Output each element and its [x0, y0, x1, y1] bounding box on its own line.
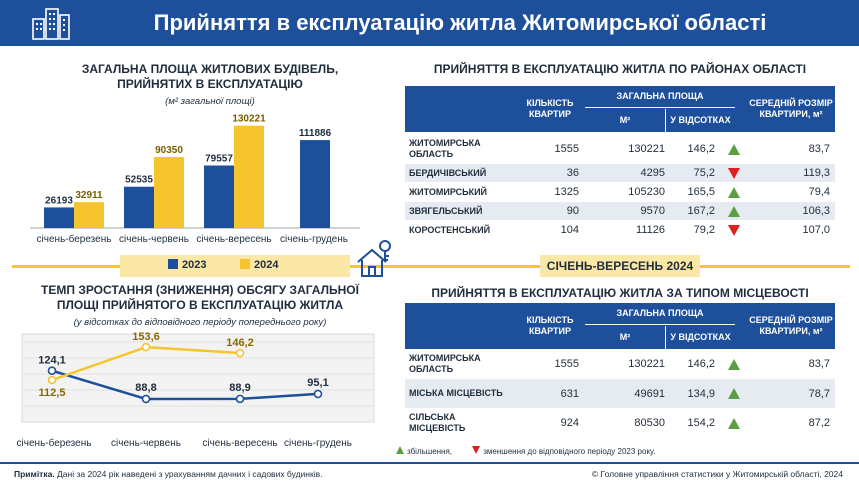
row-area: 11126	[636, 224, 665, 236]
line-point-2023-2	[143, 395, 150, 402]
legend-item-2023	[168, 259, 206, 271]
trend-up-icon	[727, 349, 741, 379]
triangle-down-icon	[728, 225, 740, 236]
header-m2: М²	[619, 115, 631, 125]
row-percent: 79,2	[693, 224, 715, 236]
table-row	[405, 408, 835, 438]
row-percent: 154,2	[687, 417, 715, 429]
legend-swatch-2023	[168, 259, 178, 269]
footer	[0, 462, 859, 486]
header-apartments: КІЛЬКІСТЬ КВАРТИР	[526, 98, 574, 119]
bar-2023-3	[204, 165, 234, 228]
line-point-2024-1	[49, 377, 56, 384]
row-percent: 146,2	[687, 358, 715, 370]
row-avg-size: 87,2	[808, 417, 830, 429]
row-name: ЖИТОМИРСЬКА ОБЛАСТЬ	[409, 138, 481, 159]
locality-table-header	[405, 303, 835, 349]
row-percent: 146,2	[687, 143, 715, 155]
row-area: 130221	[628, 358, 665, 370]
row-area: 9570	[640, 205, 665, 217]
header-bar	[0, 0, 859, 46]
line-category-label: січень-червень	[111, 438, 181, 449]
line-value-label: 124,1	[38, 354, 66, 367]
bar-2024-3	[234, 126, 264, 228]
row-area: 80530	[634, 417, 665, 429]
triangle-up-icon	[728, 388, 740, 399]
row-avg-size: 83,7	[808, 143, 830, 155]
row-area: 130221	[628, 143, 665, 155]
district-table-title: ПРИЙНЯТТЯ В ЕКСПЛУАТАЦІЮ ЖИТЛА ПО РАЙОНАХ ОБЛАСТІ	[433, 62, 807, 76]
triangle-up-icon	[728, 144, 740, 155]
line-point-2024-2	[143, 344, 150, 351]
row-apartments: 631	[560, 387, 579, 400]
footer-copyright: © Головне управління статистики у Житомирській області, 2024	[591, 469, 843, 479]
trend-up-icon	[727, 182, 741, 202]
bar-category-label: січень-вересень	[196, 234, 272, 245]
bar-value-label: 111886	[298, 128, 332, 140]
row-apartments: 1325	[554, 186, 579, 198]
row-name: ЖИТОМИРСЬКА ОБЛАСТЬ	[409, 353, 481, 374]
row-percent: 134,9	[687, 387, 715, 400]
trend-down-icon	[727, 220, 741, 240]
row-area: 49691	[634, 387, 665, 400]
row-avg-size: 106,3	[802, 205, 830, 217]
bar-2023-1	[44, 207, 74, 228]
row-avg-size: 79,4	[808, 186, 830, 198]
line-point-2024-3	[237, 350, 244, 357]
line-chart-title-line2: ПЛОЩІ ПРИЙНЯТОГО В ЕКСПЛУАТАЦІЮ ЖИТЛА	[56, 298, 344, 312]
row-name: КОРОСТЕНСЬКИЙ	[409, 224, 491, 235]
buildings-icon	[30, 5, 72, 41]
line-value-label: 88,9	[229, 381, 251, 394]
line-chart-subtitle: (у відсотках до відповідного періоду попереднього року)	[73, 317, 327, 328]
bar-value-label: 26193	[45, 195, 73, 207]
row-percent: 167,2	[687, 205, 715, 217]
header-percent: У ВІДСОТКАХ	[665, 326, 735, 349]
period-label: СІЧЕНЬ-ВЕРЕСЕНЬ 2024	[540, 255, 700, 277]
header-avg-size: СЕРЕДНІЙ РОЗМІР КВАРТИРИ, м²	[749, 98, 833, 119]
row-percent: 165,5	[687, 186, 715, 198]
locality-table-title: ПРИЙНЯТТЯ В ЕКСПЛУАТАЦІЮ ЖИТЛА ЗА ТИПОМ МІСЦЕВОСТІ	[431, 286, 809, 300]
footer-note-label: Примітка.	[14, 469, 55, 479]
footer-note-text: Дані за 2024 рік наведені з урахуванням дачних і садових будинків.	[54, 469, 323, 479]
line-value-label: 112,5	[38, 387, 66, 399]
bar-chart-legend	[120, 255, 350, 277]
trend-legend	[396, 446, 655, 456]
increase-icon	[396, 446, 404, 454]
line-chart-title-line1: ТЕМП ЗРОСТАННЯ (ЗНИЖЕННЯ) ОБСЯГУ ЗАГАЛЬНОЇ	[41, 283, 359, 297]
bar-2024-2	[154, 157, 184, 228]
row-apartments: 924	[560, 417, 579, 429]
bar-value-label: 130221	[232, 113, 266, 125]
line-value-label: 153,6	[132, 331, 160, 344]
header-avg-size: СЕРЕДНІЙ РОЗМІР КВАРТИРИ, м²	[749, 315, 833, 336]
header-m2: М²	[619, 332, 631, 342]
row-name: БЕРДИЧІВСЬКИЙ	[409, 167, 487, 178]
bar-value-label: 90350	[155, 145, 183, 157]
line-value-label: 88,8	[135, 381, 157, 394]
bar-category-label: січень-грудень	[280, 234, 348, 245]
bar-category-label: січень-березень	[36, 234, 112, 245]
line-point-2023-4	[315, 390, 322, 397]
decrease-label: зменшення до відповідного періоду 2023 року.	[483, 447, 656, 456]
legend-label-2024: 2024	[254, 259, 279, 271]
line-chart	[12, 330, 382, 455]
bar-chart-title-line2: ПРИЙНЯТИХ В ЕКСПЛУАТАЦІЮ	[117, 77, 303, 91]
trend-up-icon	[727, 379, 741, 408]
page-title: Прийняття в експлуатацію житла Житомирської області	[153, 10, 767, 35]
header-total-area: ЗАГАЛЬНА ПЛОЩА	[585, 86, 735, 108]
header-apartments: КІЛЬКІСТЬ КВАРТИР	[526, 315, 574, 336]
bar-2024-1	[74, 202, 104, 228]
row-apartments: 36	[566, 167, 579, 179]
table-row	[405, 202, 835, 220]
row-avg-size: 78,7	[808, 387, 830, 400]
triangle-up-icon	[728, 418, 740, 429]
row-apartments: 90	[566, 205, 579, 217]
line-point-2023-1	[49, 367, 56, 374]
table-row	[405, 134, 835, 164]
row-avg-size: 119,3	[803, 167, 830, 179]
triangle-down-icon	[728, 168, 740, 179]
row-name: ЗВЯГЕЛЬСЬКИЙ	[409, 205, 483, 216]
district-table-header	[405, 86, 835, 132]
trend-up-icon	[727, 408, 741, 438]
header-total-area: ЗАГАЛЬНА ПЛОЩА	[585, 303, 735, 325]
footer-note	[14, 469, 322, 479]
triangle-up-icon	[728, 187, 740, 198]
table-row	[405, 220, 835, 240]
line-category-label: січень-грудень	[284, 438, 352, 449]
row-area: 4295	[640, 167, 665, 179]
bar-chart-title-line1: ЗАГАЛЬНА ПЛОЩА ЖИТЛОВИХ БУДІВЕЛЬ,	[81, 62, 339, 76]
divider-band-right	[700, 265, 850, 268]
row-area: 105230	[628, 186, 665, 198]
bar-value-label: 32911	[75, 190, 103, 202]
line-value-label: 95,1	[307, 376, 329, 389]
line-point-2023-3	[237, 395, 244, 402]
row-percent: 75,2	[693, 167, 715, 179]
line-category-label: січень-вересень	[202, 438, 278, 449]
increase-label: збільшення,	[407, 447, 453, 456]
row-apartments: 1555	[554, 358, 579, 370]
divider-band-left	[12, 265, 120, 268]
row-avg-size: 107,0	[802, 224, 830, 236]
header-percent: У ВІДСОТКАХ	[665, 109, 735, 132]
row-name: ЖИТОМИРСЬКИЙ	[409, 186, 488, 197]
row-avg-size: 83,7	[808, 358, 830, 370]
bar-chart	[30, 108, 360, 253]
trend-down-icon	[727, 164, 741, 182]
bar-2023-2	[124, 187, 154, 228]
line-chart-title	[20, 283, 380, 313]
table-row	[405, 182, 835, 202]
row-name: МІСЬКА МІСЦЕВІСТЬ	[409, 388, 503, 398]
decrease-icon	[472, 446, 480, 454]
trend-up-icon	[727, 202, 741, 220]
triangle-up-icon	[728, 359, 740, 370]
house-key-icon	[352, 238, 400, 282]
table-row	[405, 349, 835, 379]
legend-label-2023: 2023	[182, 259, 207, 271]
table-row	[405, 379, 835, 408]
bar-chart-title	[60, 62, 360, 92]
bar-value-label: 52535	[125, 174, 153, 186]
line-value-label: 146,2	[226, 337, 254, 350]
bar-2023-4	[300, 140, 330, 228]
row-name: СІЛЬСЬКА МІСЦЕВІСТЬ	[409, 412, 466, 433]
line-category-label: січень-березень	[16, 438, 92, 449]
trend-up-icon	[727, 134, 741, 164]
legend-swatch-2024	[240, 259, 250, 269]
bar-value-label: 79557	[205, 153, 233, 165]
triangle-up-icon	[728, 206, 740, 217]
bar-chart-subtitle: (м² загальної площі)	[165, 96, 255, 107]
row-apartments: 1555	[554, 143, 579, 155]
legend-item-2024	[240, 259, 278, 271]
row-apartments: 104	[560, 224, 579, 236]
table-row	[405, 164, 835, 182]
bar-category-label: січень-червень	[119, 234, 189, 245]
